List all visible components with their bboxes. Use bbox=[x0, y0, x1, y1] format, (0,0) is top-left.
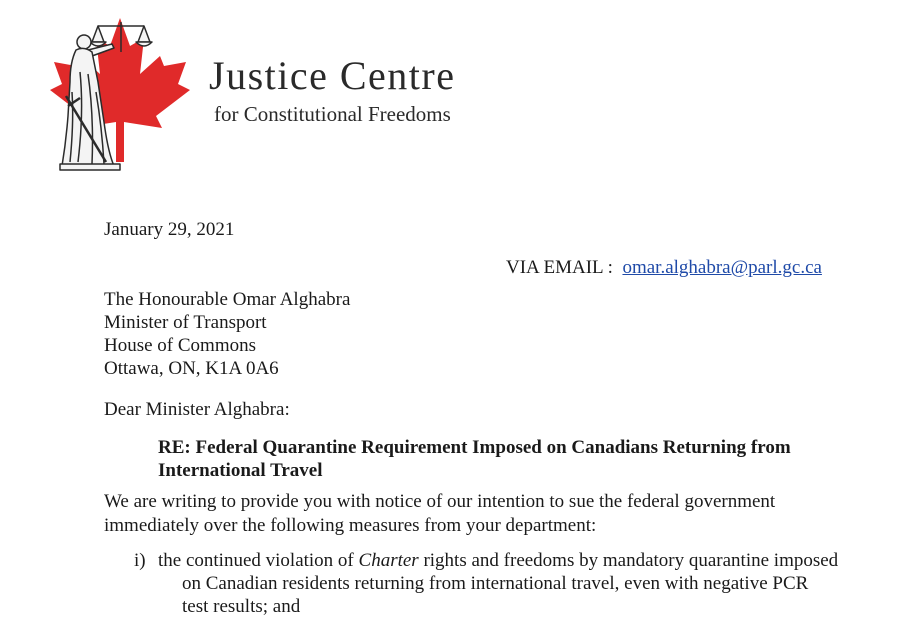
body-paragraph bbox=[104, 490, 775, 538]
body-line-2: immediately over the following measures from your department: bbox=[104, 515, 597, 536]
list-item-emphasis: Charter bbox=[358, 550, 419, 571]
recipient-email-link[interactable]: omar.alghabra@parl.gc.ca bbox=[622, 257, 822, 278]
list-item-marker: i) bbox=[134, 550, 146, 571]
org-name: Justice Centre bbox=[209, 53, 456, 98]
list-item bbox=[158, 549, 838, 618]
via-email-label: VIA EMAIL : bbox=[506, 257, 613, 278]
subject-line-2: International Travel bbox=[158, 460, 323, 481]
subject-line-1: RE: Federal Quarantine Requirement Imposed on Canadians Returning from bbox=[158, 437, 791, 458]
list-item-prefix: the continued violation of bbox=[158, 550, 359, 571]
via-email-line bbox=[506, 256, 822, 280]
letter-date: January 29, 2021 bbox=[104, 219, 235, 240]
salutation: Dear Minister Alghabra: bbox=[104, 399, 290, 420]
list-item-line-2: on Canadian residents returning from international travel, even with negative PCR bbox=[182, 573, 809, 594]
org-subtitle: for Constitutional Freedoms bbox=[214, 102, 451, 126]
body-line-1: We are writing to provide you with notice of our intention to sue the federal government bbox=[104, 491, 776, 512]
subject-line bbox=[158, 436, 791, 482]
recipient-address bbox=[104, 288, 350, 380]
recipient-name: The Honourable Omar Alghabra bbox=[104, 289, 351, 310]
recipient-title: Minister of Transport bbox=[104, 312, 267, 333]
recipient-office: House of Commons bbox=[104, 335, 256, 356]
list-item-line-1 bbox=[158, 549, 838, 572]
recipient-city: Ottawa, ON, K1A 0A6 bbox=[104, 358, 279, 379]
lady-justice-maple-leaf-logo bbox=[40, 12, 200, 172]
list-item-line-3: test results; and bbox=[182, 596, 301, 617]
list-item-suffix: rights and freedoms by mandatory quarantine imposed bbox=[418, 550, 839, 571]
